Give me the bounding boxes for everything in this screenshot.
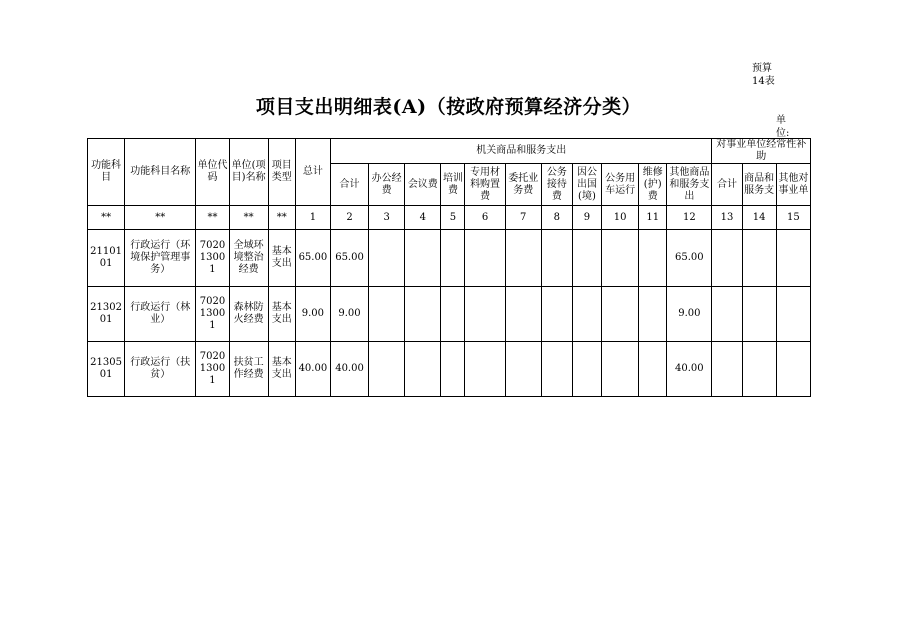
header-func-name: 功能科目名称 xyxy=(125,139,196,206)
cell-sum: 65.00 xyxy=(330,230,368,287)
cell-empty xyxy=(465,287,505,342)
cell-item-type: 基本支出 xyxy=(268,287,295,342)
header-subsidy-goods: 商品和服务支 xyxy=(742,164,776,206)
cell-empty xyxy=(369,342,405,397)
index-cell: 15 xyxy=(776,206,810,230)
cell-func-name: 行政运行（环境保护管理事务） xyxy=(125,230,196,287)
index-cell: 1 xyxy=(295,206,330,230)
cell-item-type: 基本支出 xyxy=(268,342,295,397)
cell-empty xyxy=(369,230,405,287)
header-col-other: 其他商品和服务支出 xyxy=(667,164,712,206)
header-total: 总计 xyxy=(295,139,330,206)
cell-empty xyxy=(602,342,639,397)
cell-unit-name: 扶贫工作经费 xyxy=(229,342,268,397)
table-row xyxy=(88,342,811,397)
header-col-reception: 公务接待费 xyxy=(541,164,572,206)
index-cell: 8 xyxy=(541,206,572,230)
cell-empty xyxy=(712,230,742,287)
cell-empty xyxy=(465,342,505,397)
index-cell: ** xyxy=(125,206,196,230)
index-cell: 3 xyxy=(369,206,405,230)
header-col-sum: 合计 xyxy=(330,164,368,206)
cell-func-code: 2130201 xyxy=(88,287,125,342)
index-cell: ** xyxy=(88,206,125,230)
header-row-1 xyxy=(88,139,811,164)
budget-table-number: 预算14表 xyxy=(752,63,775,87)
cell-unit-name: 森林防火经费 xyxy=(229,287,268,342)
header-func-code: 功能科目 xyxy=(88,139,125,206)
project-expenditure-table xyxy=(87,138,811,397)
cell-unit-name: 全域环境整治经费 xyxy=(229,230,268,287)
index-cell: ** xyxy=(196,206,229,230)
index-cell: 14 xyxy=(742,206,776,230)
cell-empty xyxy=(639,342,667,397)
cell-empty xyxy=(405,287,441,342)
cell-empty xyxy=(572,230,601,287)
cell-empty xyxy=(441,342,465,397)
cell-empty xyxy=(572,287,601,342)
cell-empty xyxy=(405,230,441,287)
cell-empty xyxy=(742,342,776,397)
header-col-overseas: 因公出国(境) xyxy=(572,164,601,206)
cell-func-name: 行政运行（扶贫） xyxy=(125,342,196,397)
cell-sum: 9.00 xyxy=(330,287,368,342)
header-col-materials: 专用材料购置费 xyxy=(465,164,505,206)
index-cell: 7 xyxy=(505,206,541,230)
cell-empty xyxy=(541,287,572,342)
header-col-repair: 维修(护)费 xyxy=(639,164,667,206)
header-item-type: 项目类型 xyxy=(268,139,295,206)
cell-empty xyxy=(441,230,465,287)
index-cell: 13 xyxy=(712,206,742,230)
index-cell: 11 xyxy=(639,206,667,230)
header-unit-code: 单位代码 xyxy=(196,139,229,206)
cell-empty xyxy=(776,342,810,397)
cell-empty xyxy=(369,287,405,342)
cell-unit-code: 702013001 xyxy=(196,342,229,397)
cell-total: 65.00 xyxy=(295,230,330,287)
table-row xyxy=(88,230,811,287)
cell-empty xyxy=(441,287,465,342)
cell-other: 65.00 xyxy=(667,230,712,287)
index-cell: 9 xyxy=(572,206,601,230)
cell-sum: 40.00 xyxy=(330,342,368,397)
cell-other: 40.00 xyxy=(667,342,712,397)
cell-total: 9.00 xyxy=(295,287,330,342)
cell-empty xyxy=(712,342,742,397)
cell-empty xyxy=(639,230,667,287)
header-col-meeting: 会议费 xyxy=(405,164,441,206)
cell-empty xyxy=(639,287,667,342)
index-cell: 10 xyxy=(602,206,639,230)
cell-total: 40.00 xyxy=(295,342,330,397)
header-subsidy-sum: 合计 xyxy=(712,164,742,206)
cell-empty xyxy=(505,287,541,342)
header-col-office: 办公经费 xyxy=(369,164,405,206)
cell-empty xyxy=(776,230,810,287)
index-cell: ** xyxy=(268,206,295,230)
cell-empty xyxy=(742,230,776,287)
cell-empty xyxy=(541,342,572,397)
table-row xyxy=(88,287,811,342)
unit-label: 单位: xyxy=(776,115,790,139)
cell-empty xyxy=(602,230,639,287)
cell-empty xyxy=(505,230,541,287)
index-cell: 4 xyxy=(405,206,441,230)
index-cell: 5 xyxy=(441,206,465,230)
cell-empty xyxy=(465,230,505,287)
cell-empty xyxy=(405,342,441,397)
cell-item-type: 基本支出 xyxy=(268,230,295,287)
header-col-entrusted: 委托业务费 xyxy=(505,164,541,206)
cell-empty xyxy=(572,342,601,397)
header-col-vehicle: 公务用车运行 xyxy=(602,164,639,206)
cell-other: 9.00 xyxy=(667,287,712,342)
cell-empty xyxy=(602,287,639,342)
header-col-training: 培训费 xyxy=(441,164,465,206)
cell-empty xyxy=(742,287,776,342)
cell-func-name: 行政运行（林业） xyxy=(125,287,196,342)
page-title: 项目支出明细表(A)（按政府预算经济分类） xyxy=(255,96,642,118)
index-cell: 2 xyxy=(330,206,368,230)
cell-func-code: 2130501 xyxy=(88,342,125,397)
index-cell: 12 xyxy=(667,206,712,230)
header-subsidy: 对事业单位经常性补助 xyxy=(712,139,811,164)
cell-empty xyxy=(776,287,810,342)
index-cell: 6 xyxy=(465,206,505,230)
header-unit-name: 单位(项目)名称 xyxy=(229,139,268,206)
cell-unit-code: 702013001 xyxy=(196,230,229,287)
index-cell: ** xyxy=(229,206,268,230)
index-row xyxy=(88,206,811,230)
cell-empty xyxy=(505,342,541,397)
header-subsidy-other: 其他对事业单 xyxy=(776,164,810,206)
cell-func-code: 2110101 xyxy=(88,230,125,287)
cell-empty xyxy=(712,287,742,342)
cell-unit-code: 702013001 xyxy=(196,287,229,342)
cell-empty xyxy=(541,230,572,287)
header-goods-services: 机关商品和服务支出 xyxy=(330,139,712,164)
